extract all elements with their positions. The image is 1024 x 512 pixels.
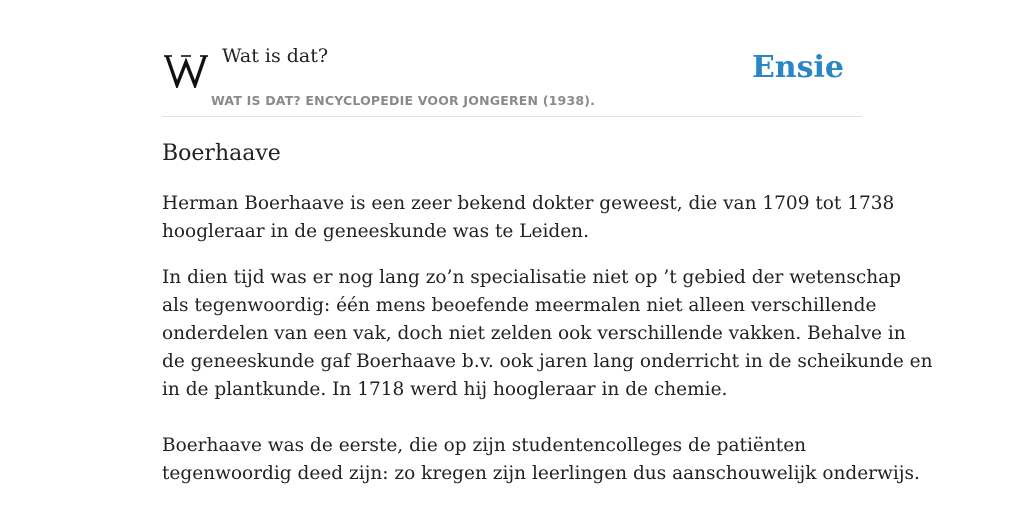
article-content <box>162 138 933 506</box>
paragraph-line: in de plantkunde. In 1718 werd hij hoogleraar in de chemie. <box>162 379 728 400</box>
paragraph-line: hoogleraar in de geneeskunde was te Leiden. <box>162 221 589 242</box>
article-body <box>162 190 933 488</box>
paragraph-line: onderdelen van een vak, doch niet zelden ook verschillende vakken. Behalve in <box>162 323 906 344</box>
paragraph-line: In dien tijd was er nog lang zo’n specialisatie niet op ’t gebied der wetenschap <box>162 267 901 288</box>
source-label: WAT IS DAT? ENCYCLOPEDIE VOOR JONGEREN (1938). <box>211 93 596 108</box>
paragraph-line: tegenwoordig deed zijn: zo kregen zijn leerlingen dus aanschouwelijk onderwijs. <box>162 463 920 484</box>
brand-logo[interactable]: Ensie <box>751 50 844 85</box>
paragraph-break <box>162 404 867 432</box>
paragraph-line: Herman Boerhaave is een zeer bekend dokter geweest, die van 1709 tot 1738 <box>162 193 895 214</box>
article-paragraph <box>162 190 895 246</box>
wikipedia-w-icon[interactable] <box>164 52 208 88</box>
paragraph-line: als tegenwoordig: één mens beoefende meermalen niet alleen verschillende <box>162 295 877 316</box>
header <box>162 0 862 117</box>
article-paragraph <box>162 264 933 488</box>
paragraph-line: de geneeskunde gaf Boerhaave b.v. ook jaren lang onderricht in de scheikunde en <box>162 351 933 372</box>
site-title[interactable]: Wat is dat? <box>222 45 329 67</box>
article-title: Boerhaave <box>162 141 281 166</box>
paragraph-line: Boerhaave was de eerste, die op zijn studentencolleges de patiënten <box>162 435 807 456</box>
